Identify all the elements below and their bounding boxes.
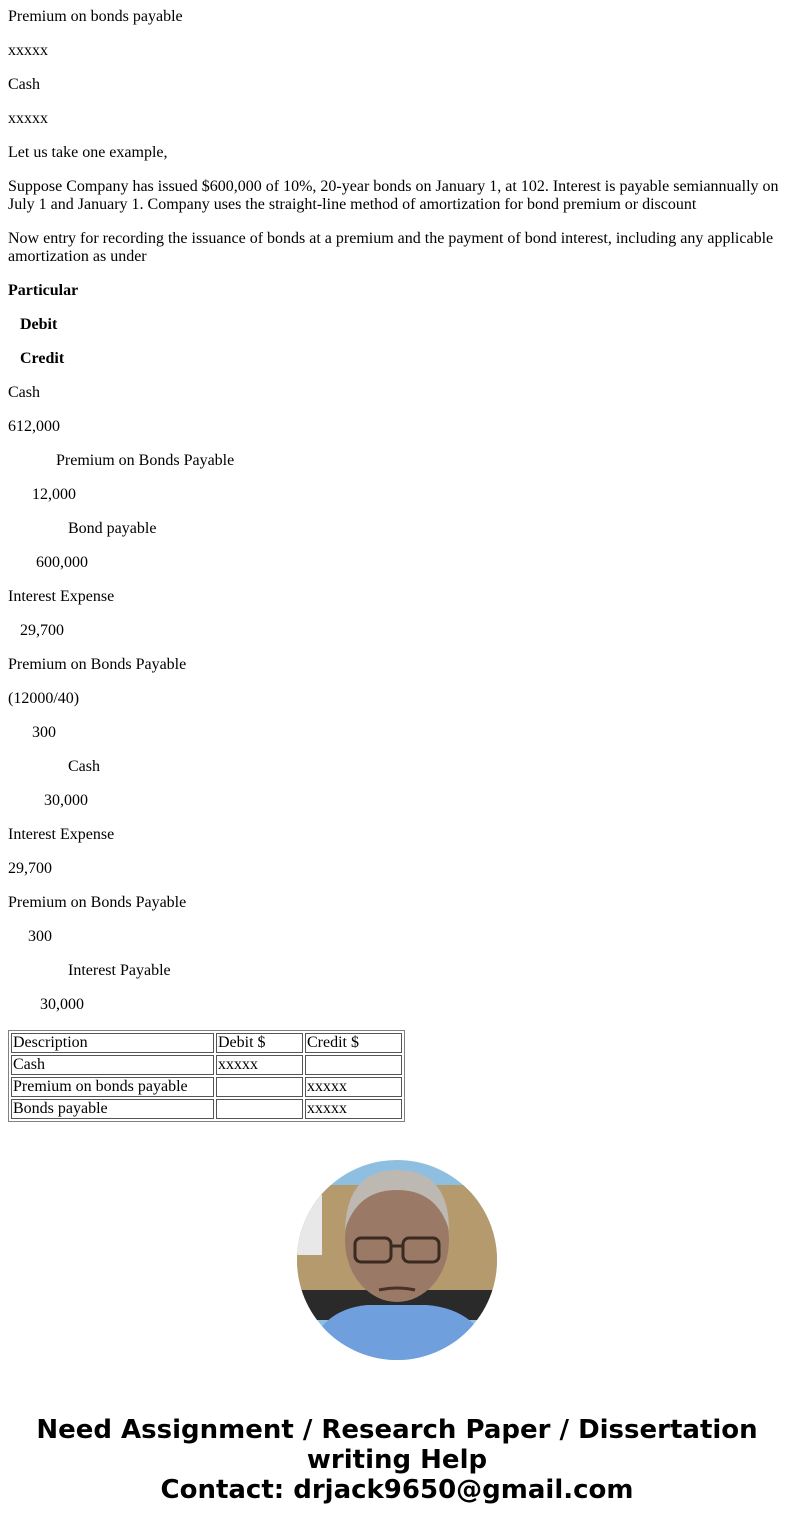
table-header: Credit $: [305, 1033, 402, 1053]
table-row: [11, 1077, 402, 1097]
table-header: Description: [11, 1033, 214, 1053]
journal-line: Bond payable: [68, 520, 157, 537]
table-header: Debit $: [216, 1033, 303, 1053]
table-cell: Cash: [11, 1055, 214, 1075]
header-debit: Debit: [20, 316, 58, 333]
entry-intro-text: Now entry for recording the issuance of bonds at a premium and the payment of bond interest, including any applicable amortization as under: [8, 230, 774, 265]
header-particular: Particular: [8, 282, 79, 299]
table-row: [11, 1055, 402, 1075]
journal-line: Interest Payable: [68, 962, 171, 979]
journal-line: 29,700: [20, 622, 64, 639]
header-credit: Credit: [20, 350, 65, 367]
table-cell: [216, 1099, 303, 1119]
journal-line: Interest Expense: [8, 588, 115, 605]
table-cell: Premium on bonds payable: [11, 1077, 214, 1097]
table-cell: xxxxx: [305, 1077, 402, 1097]
table-cell: [305, 1055, 402, 1075]
text-line: xxxxx: [8, 110, 48, 127]
journal-line: 300: [32, 724, 56, 741]
avatar-container: [8, 1160, 786, 1365]
journal-line: (12000/40): [8, 690, 80, 707]
journal-line: 30,000: [44, 792, 88, 809]
avatar: [297, 1160, 497, 1360]
table-cell: Bonds payable: [11, 1099, 214, 1119]
text-line: Cash: [8, 76, 40, 93]
table-header-row: [11, 1033, 402, 1053]
journal-line: Cash: [68, 758, 100, 775]
journal-line: 300: [28, 928, 52, 945]
journal-line: Premium on Bonds Payable: [56, 452, 235, 469]
cta-headline: Need Assignment / Research Paper / Dissertation writing Help: [36, 1415, 758, 1475]
table-cell: [216, 1077, 303, 1097]
journal-table: [8, 1030, 405, 1122]
journal-line: 30,000: [40, 996, 84, 1013]
intro-text: Let us take one example,: [8, 144, 168, 161]
journal-line: Premium on Bonds Payable: [8, 894, 187, 911]
journal-line: 12,000: [32, 486, 76, 503]
example-text: Suppose Company has issued $600,000 of 10%, 20-year bonds on January 1, at 102. Interest is payable semiannually on July 1 and January 1. Company uses the straight-line method of amortization for bond premium or discount: [8, 178, 779, 213]
journal-line: 29,700: [8, 860, 52, 877]
cta-contact: Contact: drjack9650@gmail.com: [160, 1475, 634, 1505]
text-line: Premium on bonds payable: [8, 8, 183, 25]
table-row: [11, 1099, 402, 1119]
journal-line: Premium on Bonds Payable: [8, 656, 187, 673]
journal-line: Interest Expense: [8, 826, 115, 843]
text-line: xxxxx: [8, 42, 48, 59]
table-cell: xxxxx: [216, 1055, 303, 1075]
table-cell: xxxxx: [305, 1099, 402, 1119]
contact-banner: [8, 1415, 786, 1505]
journal-line: 600,000: [36, 554, 88, 571]
journal-line: Cash: [8, 384, 40, 401]
journal-line: 612,000: [8, 418, 60, 435]
